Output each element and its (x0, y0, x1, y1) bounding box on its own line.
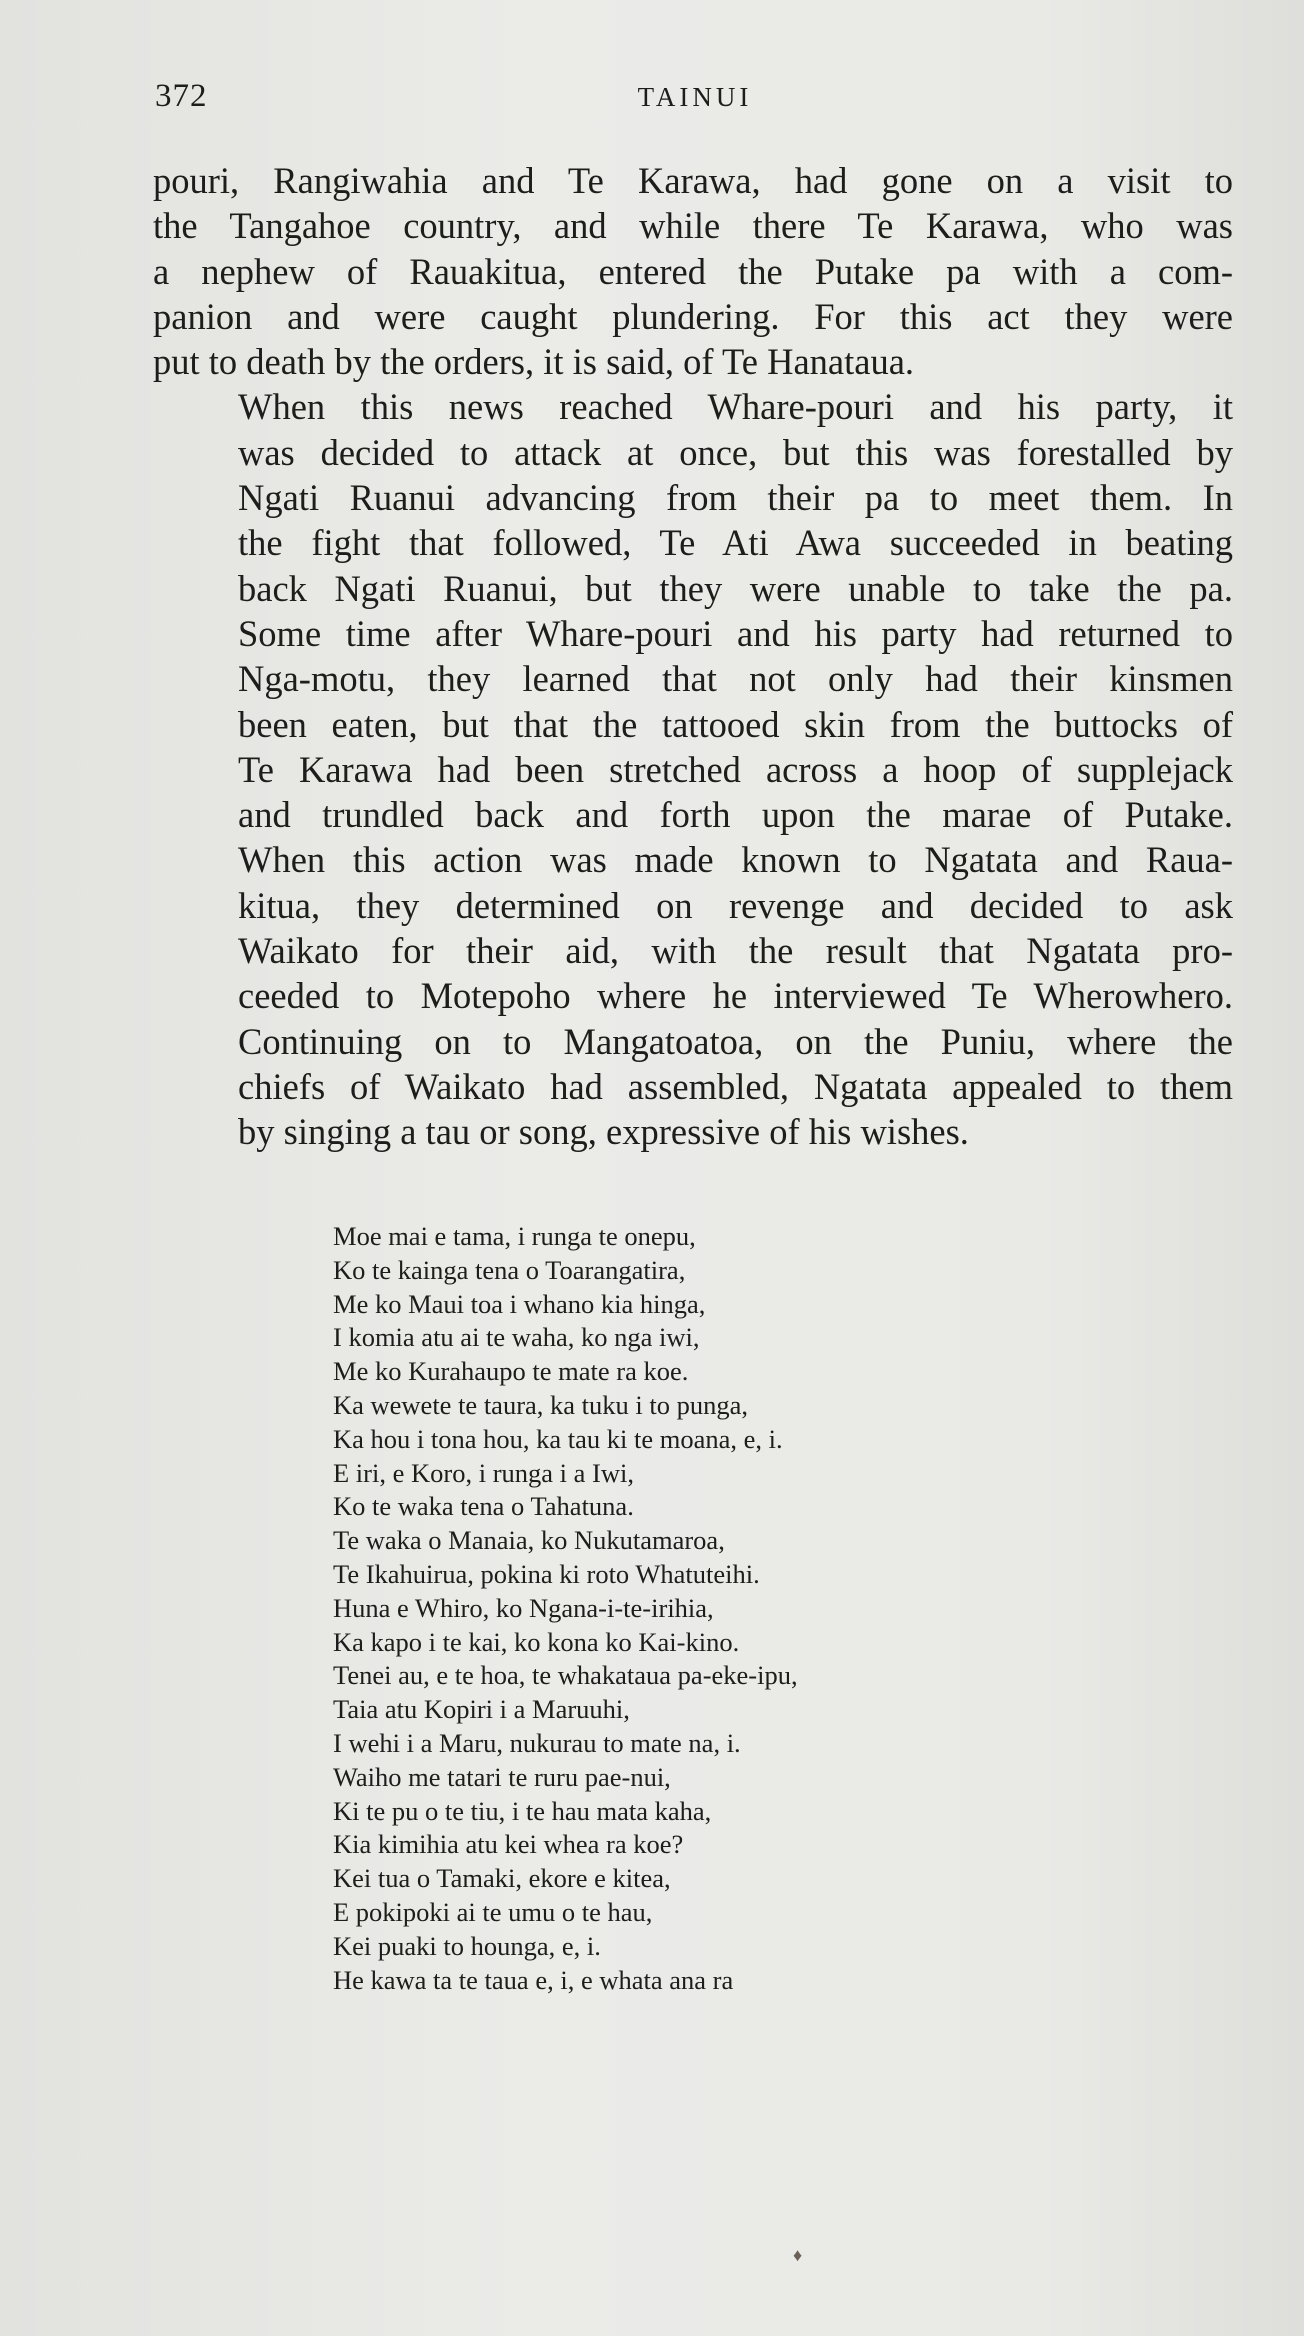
text-line: was decided to attack at once, but this was forestalled by (238, 431, 1233, 473)
text-line: Ngati Ruanui advancing from their pa to meet them. In (238, 477, 1233, 519)
verse-line: Tenei au, e te hoa, te whakataua pa-eke-ipu, (333, 1660, 798, 1691)
verse-line: Te waka o Manaia, ko Nukutamaroa, (333, 1525, 725, 1556)
text-line: put to death by the orders, it is said, of Te Hanataua. (153, 341, 915, 383)
text-line: Some time after Whare-pouri and his party had returned to (238, 612, 1233, 654)
verse-line: Huna e Whiro, ko Ngana-i-te-irihia, (333, 1592, 714, 1623)
verse-line: E pokipoki ai te umu o te hau, (333, 1896, 653, 1927)
verse-line: Ka kapo i te kai, ko kona ko Kai-kino. (333, 1626, 740, 1657)
verse-line: I komia atu ai te waha, ko nga iwi, (333, 1322, 700, 1353)
verse-line: Ko te waka tena o Tahatuna. (333, 1491, 634, 1522)
text-line: been eaten, but that the tattooed skin from the buttocks of (238, 703, 1233, 745)
text-line: pouri, Rangiwahia and Te Karawa, had gone on a visit to (153, 160, 1233, 201)
text-line: When this action was made known to Ngatata and Raua- (238, 839, 1233, 881)
text-line: Nga-motu, they learned that not only had their kinsmen (238, 658, 1233, 700)
verse-line: Kei tua o Tamaki, ekore e kitea, (333, 1863, 671, 1894)
verse-line: I wehi i a Maru, nukurau to mate na, i. (333, 1727, 741, 1758)
verse-line: Me ko Maui toa i whano kia hinga, (333, 1288, 706, 1319)
verse-line: Ko te kainga tena o Toarangatira, (333, 1254, 686, 1285)
body-text (153, 158, 1233, 1155)
text-line: When this news reached Whare-pouri and his party, it (238, 386, 1233, 428)
text-line: chiefs of Waikato had assembled, Ngatata appealed to them (238, 1065, 1233, 1107)
text-line: a nephew of Rauakitua, entered the Putake pa with a com- (153, 250, 1233, 292)
verse-line: Te Ikahuirua, pokina ki roto Whatuteihi. (333, 1558, 760, 1589)
text-line: and trundled back and forth upon the marae of Putake. (238, 794, 1233, 836)
text-line: the fight that followed, Te Ati Awa succeeded in beating (238, 522, 1233, 564)
verse-line: Ka wewete te taura, ka tuku i to punga, (333, 1389, 749, 1420)
running-head: TAINUI (637, 82, 753, 112)
ink-smudge: ♦ (793, 2245, 803, 2265)
text-line: panion and were caught plundering. For this act they were (153, 295, 1233, 337)
verse-line: Ka hou i tona hou, ka tau ki te moana, e, i. (333, 1423, 783, 1454)
page-header (155, 78, 1235, 122)
verse-line: E iri, e Koro, i runga i a Iwi, (333, 1457, 634, 1488)
text-line: back Ngati Ruanui, but they were unable to take the pa. (238, 567, 1233, 609)
text-line: by singing a tau or song, expressive of his wishes. (238, 1111, 969, 1153)
paragraph-2 (153, 384, 1233, 1154)
verse-line: Moe mai e tama, i runga te onepu, (333, 1221, 696, 1251)
verse-line: Kia kimihia atu kei whea ra koe? (333, 1829, 684, 1860)
verse-line: Ki te pu o te tiu, i te hau mata kaha, (333, 1795, 712, 1826)
text-line: Continuing on to Mangatoatoa, on the Puniu, where the (238, 1020, 1233, 1062)
text-line: the Tangahoe country, and while there Te Karawa, who was (153, 205, 1233, 247)
verse-line: Waiho me tatari te ruru pae-nui, (333, 1761, 671, 1792)
verse-line: Kei puaki to hounga, e, i. (333, 1930, 601, 1961)
verse-line: Me ko Kurahaupo te mate ra koe. (333, 1356, 689, 1387)
song-verse (333, 1220, 1033, 1997)
text-line: ceeded to Motepoho where he interviewed Te Wherowhero. (238, 975, 1233, 1017)
paragraph-1 (153, 158, 1233, 384)
verse-line: Taia atu Kopiri i a Maruuhi, (333, 1694, 630, 1725)
text-line: kitua, they determined on revenge and decided to ask (238, 884, 1233, 926)
text-line: Te Karawa had been stretched across a hoop of supplejack (238, 748, 1233, 790)
page-number: 372 (155, 78, 208, 114)
verse-line: He kawa ta te taua e, i, e whata ana ra (333, 1964, 734, 1995)
text-line: Waikato for their aid, with the result that Ngatata pro- (238, 930, 1233, 972)
